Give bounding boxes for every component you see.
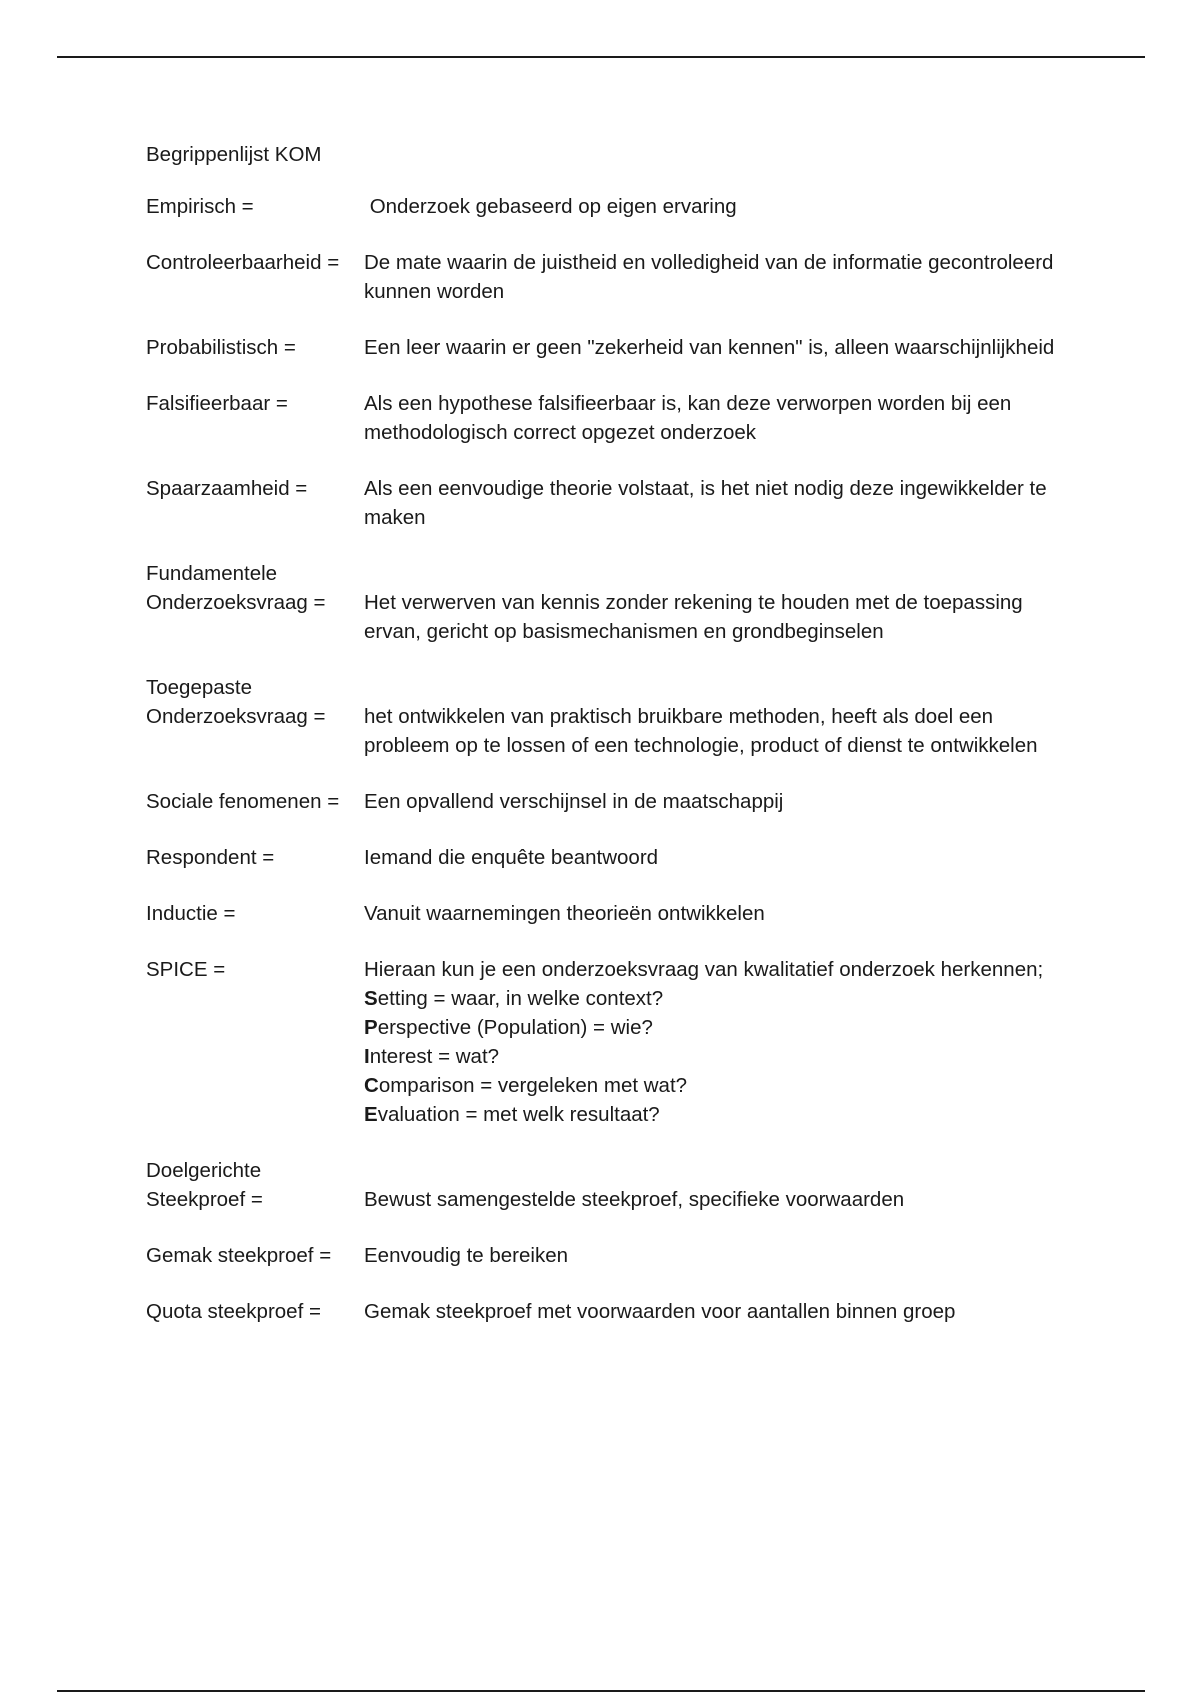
term: Empirisch = — [146, 195, 254, 218]
glossary-entry — [146, 1241, 1076, 1270]
spice-text: etting = waar, in welke context? — [377, 987, 664, 1010]
glossary-entry — [146, 899, 1076, 928]
term: Gemak steekproef = — [146, 1244, 332, 1267]
definition: het ontwikkelen van praktisch bruikbare methoden, heeft als doel een probleem op te lossen of een technologie, product of dienst te ontwikkelen — [364, 705, 1038, 757]
definition: Gemak steekproef met voorwaarden voor aantallen binnen groep — [364, 1300, 956, 1323]
term: Probabilistisch = — [146, 336, 296, 359]
spice-text: valuation = met welk resultaat? — [377, 1103, 660, 1126]
spice-letter: P — [364, 1016, 378, 1039]
spice-letter: I — [364, 1045, 370, 1068]
definition: Onderzoek gebaseerd op eigen ervaring — [364, 195, 737, 218]
spice-item — [364, 1100, 1076, 1129]
spice-text: nterest = wat? — [369, 1045, 500, 1068]
definition: Iemand die enquête beantwoord — [364, 846, 659, 869]
definition: Als een eenvoudige theorie volstaat, is het niet nodig deze ingewikkelder te maken — [364, 477, 1047, 529]
definition: Het verwerven van kennis zonder rekening te houden met de toepassing ervan, gericht op basismechanismen en grondbeginselen — [364, 591, 1023, 643]
term: Falsifieerbaar = — [146, 392, 288, 415]
glossary-entry — [146, 787, 1076, 816]
definition: Een leer waarin er geen "zekerheid van kennen" is, alleen waarschijnlijkheid — [364, 336, 1055, 359]
footer-rule — [57, 1690, 1145, 1692]
spice-item — [364, 1071, 1076, 1100]
header-rule — [57, 56, 1145, 58]
term: SPICE = — [146, 958, 226, 981]
term: Inductie = — [146, 902, 236, 925]
glossary-entry-spice — [146, 955, 1076, 1129]
definition: Als een hypothese falsifieerbaar is, kan deze verworpen worden bij een methodologisch correct opgezet onderzoek — [364, 392, 1012, 444]
term: Spaarzaamheid = — [146, 477, 308, 500]
definition: De mate waarin de juistheid en volledigheid van de informatie gecontroleerd kunnen worden — [364, 251, 1054, 303]
definition: Bewust samengestelde steekproef, specifieke voorwaarden — [364, 1188, 905, 1211]
term: Controleerbaarheid = — [146, 251, 340, 274]
spice-letter: C — [364, 1074, 379, 1097]
spice-item — [364, 1042, 1076, 1071]
spice-item — [364, 1013, 1076, 1042]
glossary-entry — [146, 559, 1076, 646]
term: Toegepaste Onderzoeksvraag = — [146, 676, 326, 728]
document-title: Begrippenlijst KOM — [146, 143, 322, 166]
glossary-entry — [146, 1297, 1076, 1326]
term: Fundamentele Onderzoeksvraag = — [146, 562, 326, 614]
glossary-entry — [146, 673, 1076, 760]
definition: Eenvoudig te bereiken — [364, 1244, 569, 1267]
term: Doelgerichte Steekproef = — [146, 1159, 263, 1211]
definition: Een opvallend verschijnsel in de maatschappij — [364, 790, 784, 813]
glossary-entry — [146, 192, 1076, 221]
spice-text: erspective (Population) = wie? — [377, 1016, 653, 1039]
glossary-entry — [146, 1156, 1076, 1214]
spice-item — [364, 984, 1076, 1013]
spice-letter: S — [364, 987, 378, 1010]
document-body — [146, 140, 1076, 1353]
spice-intro: Hieraan kun je een onderzoeksvraag van kwalitatief onderzoek herkennen; — [364, 958, 1044, 981]
term: Sociale fenomenen = — [146, 790, 340, 813]
definition: Vanuit waarnemingen theorieën ontwikkelen — [364, 902, 765, 925]
term: Respondent = — [146, 846, 275, 869]
glossary-entry — [146, 248, 1076, 306]
spice-text: omparison = vergeleken met wat? — [378, 1074, 688, 1097]
glossary-entry — [146, 389, 1076, 447]
glossary-entry — [146, 843, 1076, 872]
glossary-entry — [146, 474, 1076, 532]
term: Quota steekproef = — [146, 1300, 321, 1323]
definition — [364, 955, 1076, 1129]
spice-letter: E — [364, 1103, 378, 1126]
glossary-entry — [146, 333, 1076, 362]
